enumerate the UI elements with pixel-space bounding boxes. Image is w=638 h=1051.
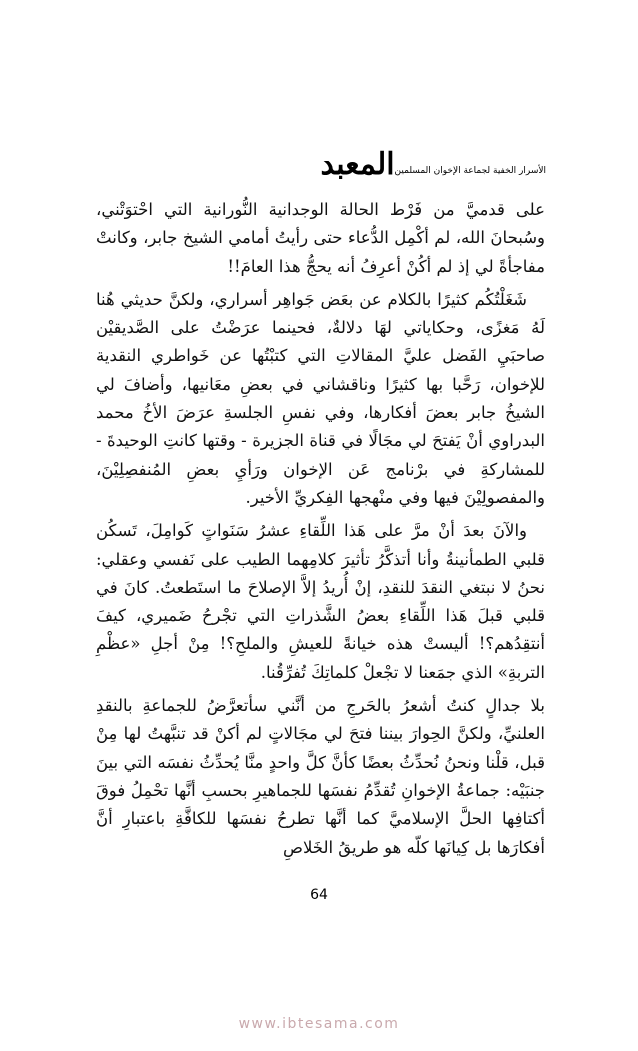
page-number: 64	[310, 887, 328, 903]
body-text	[96, 196, 545, 867]
book-logo: المعبد	[320, 147, 395, 182]
running-header	[312, 147, 546, 182]
paragraph: بلا جدالٍ كنتُ أشعرُ بالحَرجِ من أنَّني سأتعرَّضُ للجماعةِ بالنقدِ العلنيِّ، ولكنَّ الحِوارَ بيننا فتحَ لي مجَالاتٍ لم أكنْ قد تنبَّهتُ لها مِنْ قبل، قلْنا ونحنُ نُحدِّثُ بعضًا كأنَّ كلَّ واحدٍ منَّا يُحدِّثُ نفسَه التي بينَ جنبَيْه: جماعةُ الإخوانِ تُقدِّمُ نفسَها للجماهيرِ بحسبِ أنَّها تحْمِلُ فوقَ أكتافِها الحلَّ الإسلاميَّ كما أنَّها تطرحُ نفسَها للكافَّةِ باعتبارِ أنَّ أفكارَها بل كِيانَها كلّه هو طريقُ الخَلاصِ	[96, 696, 545, 857]
paragraph: على قدميَّ من فَرْط الحالة الوجدانية النُّورانية التي احْتوَتْني، وسُبحانَ الله، لم أكْمِل الدُّعاء حتى رأيتُ أمامي الشيخ جابر، وكانتْ مفاجأةً لي إذ لم أكُنْ أعرِفُ أنه يحجُّ هذا العامَ!!	[96, 200, 545, 276]
paragraph: والآنَ بعدَ أنْ مرَّ على هَذا اللِّقاءِ عشرُ سَنَواتٍ كَوامِلَ، تَسكُن قلبي الطمأنينةُ وأنا أتذكَّرُ تأثيرَ كلامِهما الطيب على نَفسي وعقلي: نحنُ لا نبتغي النقدَ للنقدِ، إنْ أُريدُ إلاَّ الإصلاحَ ما استَطعتُ. كانَ في قلبي قبلَ هَذا اللِّقاءِ بعضُ الشَّذراتِ التي تجْرحُ ضَميري، كيفَ أنتقِدُهم؟! أليستْ هذه خيانةً للعيشِ والملحِ؟! مِنْ أجلِ «عظْمِ التربةِ» الذي جمَعنا لا تجْعلْ كلماتِكَ تُفرِّقُنا.	[96, 521, 545, 682]
paragraph: شَغَلْتُكُم كثيرًا بالكلام عن بعَض جَواهِر أسراري، ولكنَّ حديثي هُنا لَهُ مَغزًى، وحكاياتي لهَا دلالةٌ، فحينما عرَضْتُ على الصَّديقيْن صاحبَيِ الفَضل عليَّ المقالاتِ التي كتبْتُها عن خَواطري النقدية للإخوان، رَحَّبا بها كثيرًا وناقشاني في بعضِ معَانيها، وأضافَ لي الشيخُ جابر بعضَ أفكارها، وفي نفسِ الجلسةِ عرَضَ الأخُ محمد البدراوي أنْ يَفتحَ لي مجَالًا في قناة الجزيرة - وقتها كانتِ الوحيدةَ - للمشاركةِ في برْنامج عَن الإخوان ورَأيِ بعضِ المُنفصِلِيْنَ، والمفصولِيْنَ فيها وفي منْهجها الفِكريِّ الأخير.	[96, 289, 545, 507]
book-subtitle: الأسرار الخفية لجماعة الإخوان المسلمين	[394, 166, 546, 176]
watermark-url: www.ibtesama.com	[238, 1016, 400, 1032]
